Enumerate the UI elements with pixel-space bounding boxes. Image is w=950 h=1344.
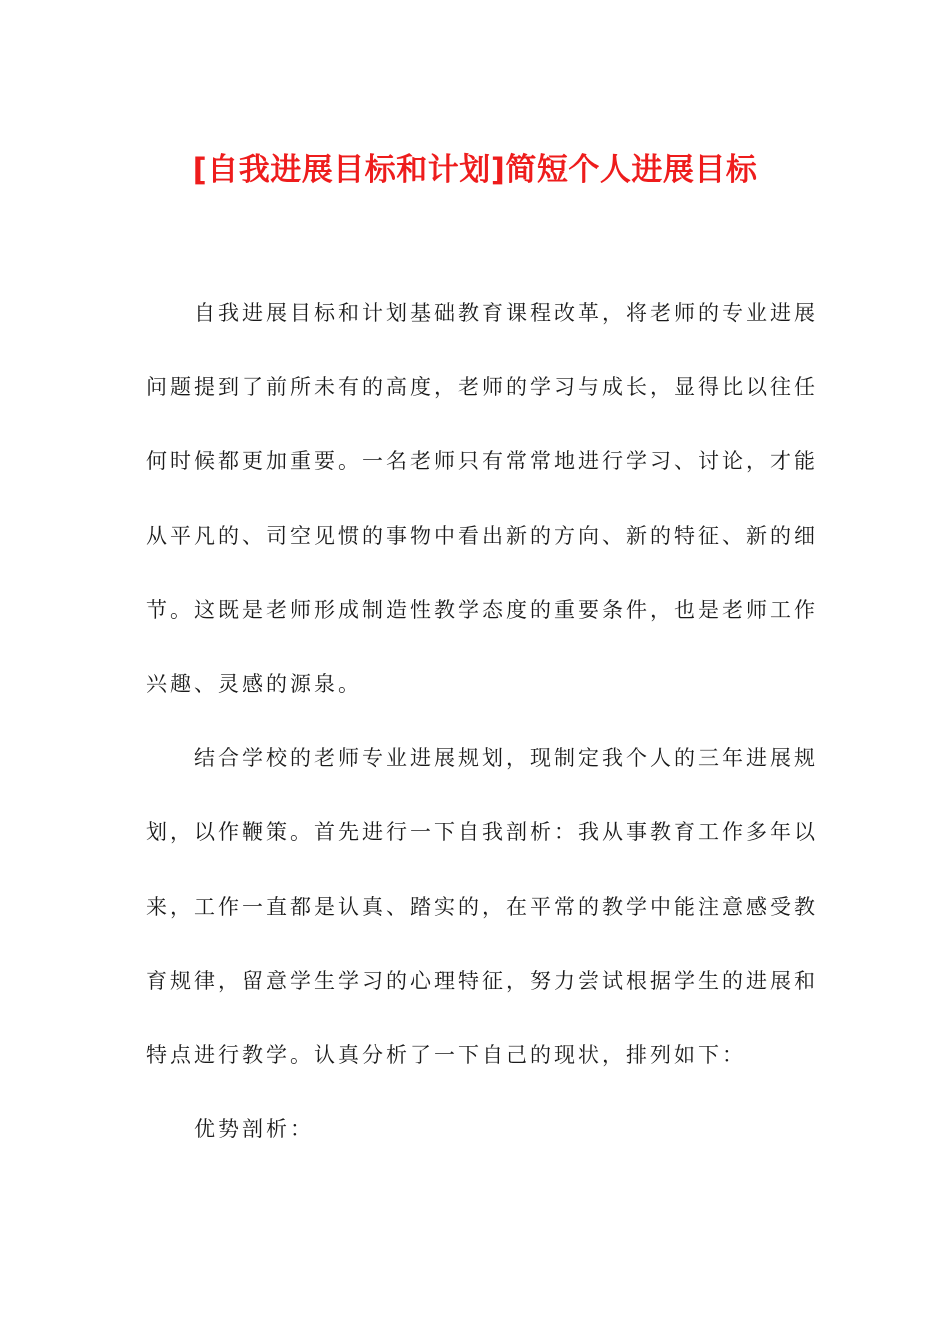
paragraph-2: 结合学校的老师专业进展规划，现制定我个人的三年进展规划，以作鞭策。首先进行一下自我剖析：我从事教育工作多年以来，工作一直都是认真、踏实的，在平常的教学中能注意感受教育规律，留意学生学习的心理特征，努力尝试根据学生的进展和特点进行教学。认真分析了一下自己的现状，排列如下： <box>146 746 818 1068</box>
paragraph-1: 自我进展目标和计划基础教育课程改革，将老师的专业进展问题提到了前所未有的高度，老师的学习与成长，显得比以往任何时候都更加重要。一名老师只有常常地进行学习、讨论，才能从平凡的、司空见惯的事物中看出新的方向、新的特征、新的细节。这既是老师形成制造性教学态度的重要条件，也是老师工作兴趣、灵感的源泉。 <box>146 301 818 697</box>
document-body <box>146 276 818 1166</box>
document-title: [自我进展目标和计划]简短个人进展目标 <box>192 152 758 188</box>
paragraph-3: 优势剖析： <box>194 1117 314 1142</box>
